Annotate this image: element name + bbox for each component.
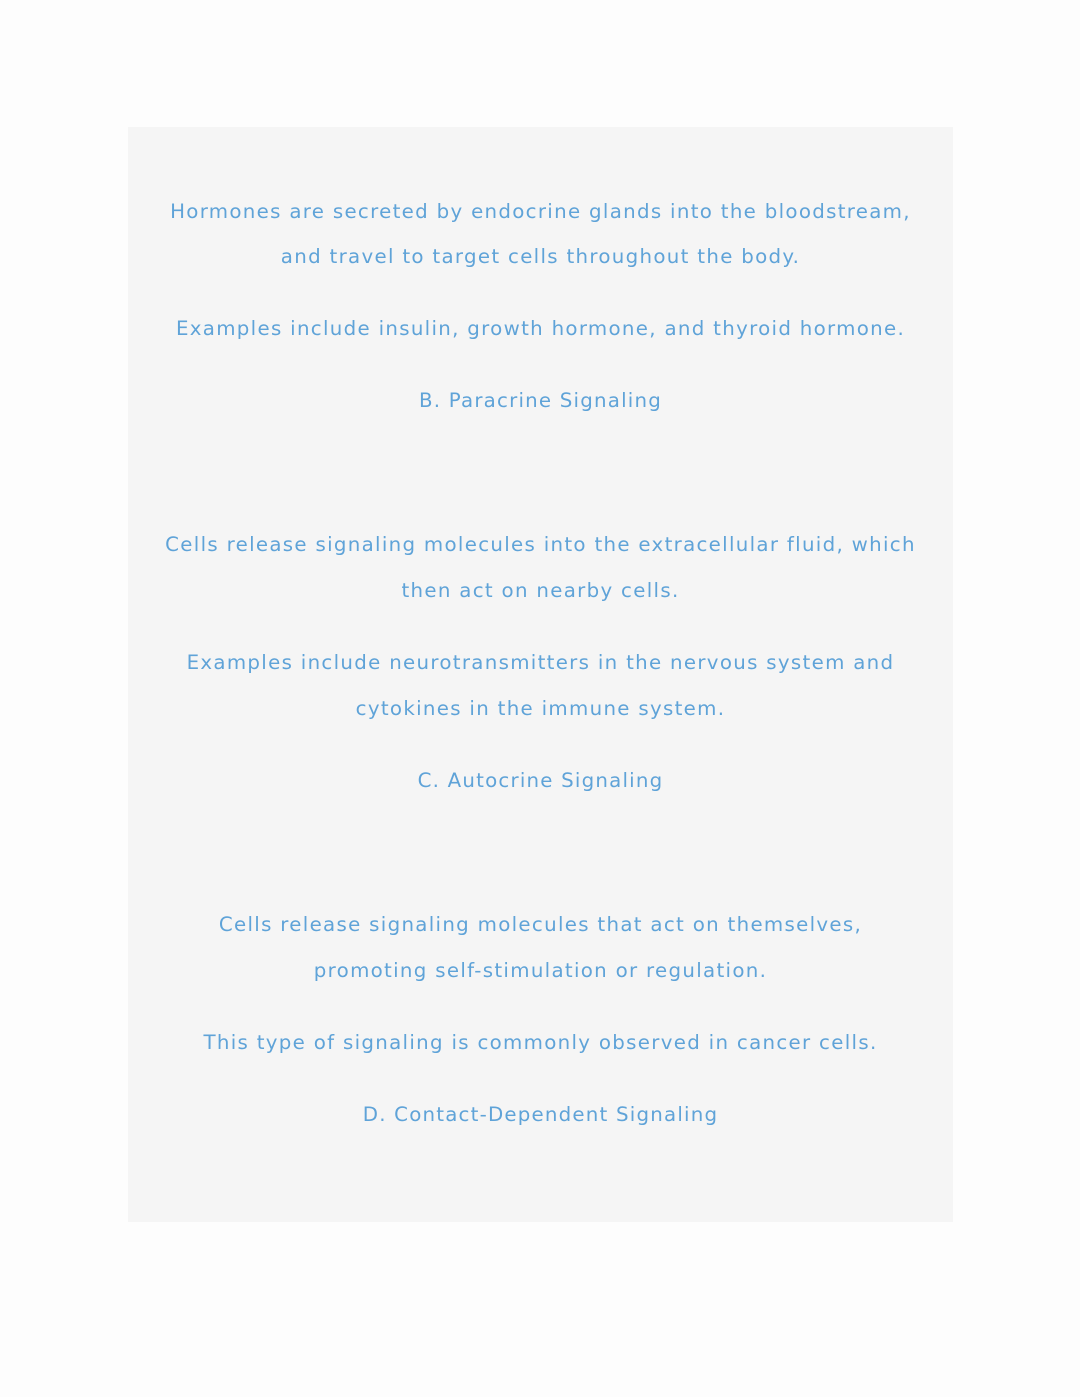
paracrine-text-line-2: then act on nearby cells. bbox=[401, 579, 680, 602]
paracrine-examples-line-1: Examples include neurotransmitters in the nervous system and bbox=[186, 651, 895, 674]
endocrine-examples: Examples include insulin, growth hormone, and thyroid hormone. bbox=[175, 317, 906, 340]
notes-card bbox=[128, 127, 953, 1222]
autocrine-note: This type of signaling is commonly observed in cancer cells. bbox=[203, 1031, 878, 1054]
endocrine-text-line-2: and travel to target cells throughout the body. bbox=[280, 245, 801, 268]
autocrine-heading: C. Autocrine Signaling bbox=[417, 769, 664, 792]
contact-dependent-heading: D. Contact-Dependent Signaling bbox=[362, 1103, 719, 1126]
paracrine-text-line-1: Cells release signaling molecules into the extracellular fluid, which bbox=[165, 533, 916, 556]
autocrine-text-line-1: Cells release signaling molecules that act on themselves, bbox=[218, 913, 863, 936]
autocrine-text-line-2: promoting self-stimulation or regulation. bbox=[313, 959, 768, 982]
endocrine-text-line-1: Hormones are secreted by endocrine glands into the bloodstream, bbox=[170, 200, 911, 223]
paracrine-examples-line-2: cytokines in the immune system. bbox=[355, 697, 726, 720]
paracrine-heading: B. Paracrine Signaling bbox=[419, 389, 662, 412]
